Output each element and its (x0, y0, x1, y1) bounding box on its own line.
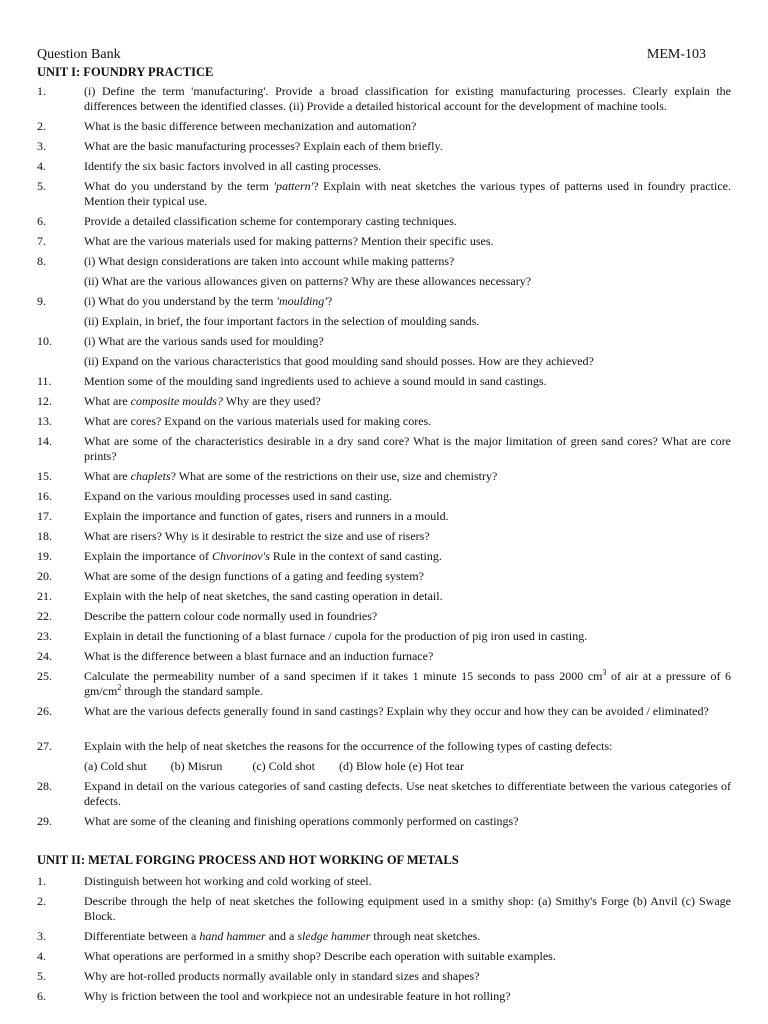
question-item: 25. Calculate the permeability number of a sand specimen if it takes 1 minute 15 seconds to pass 2000 $cm^3$ of air at a pressure of 6 $gm/cm^2$ through the standard sample. (37, 668, 731, 698)
question-item: 3. Differentiate between a hand hammer and a sledge hammer through neat sketches. (37, 929, 481, 943)
question-item: 9. (i) What do you understand by the term 'moulding'? (ii) Explain, in brief, the four important factors in the selection of moulding sands. (37, 294, 480, 328)
question-item: 24. What is the difference between a blast furnace and an induction furnace? (37, 649, 434, 663)
question-item: 20. What are some of the design functions of a gating and feeding system? (37, 569, 424, 583)
question-item: 13. What are cores? Expand on the various materials used for making cores. (37, 414, 432, 428)
question-item: 28. Expand in detail on the various categories of sand casting defects. Use neat sketches to differentiate between the various categories of defects. (37, 779, 731, 808)
question-item: 7. What are the various materials used for making patterns? Mention their specific uses. (37, 234, 494, 248)
question-item: 8. (i) What design considerations are taken into account while making patterns? (ii) What are the various allowances given on patterns? Why are these allowances necessary? (37, 254, 532, 288)
course-code: MEM-103 (646, 47, 706, 62)
question-item: 17. Explain the importance and function of gates, risers and runners in a mould. (37, 509, 449, 523)
unit-1-title: UNIT I: FOUNDRY PRACTICE (37, 65, 214, 79)
page-header (37, 47, 706, 65)
question-item: 18. What are risers? Why is it desirable to restrict the size and use of risers? (37, 529, 430, 543)
header-left-text: Question Bank (37, 47, 121, 62)
question-item: 10. (i) What are the various sands used for moulding? (ii) Expand on the various characteristics that good moulding sand should posses. How are they achieved? (37, 334, 594, 368)
question-item: 5. Why are hot-rolled products normally available only in standard sizes and shapes? (37, 969, 480, 983)
question-item: 15. What are chaplets? What are some of the restrictions on their use, size and chemistry? (37, 469, 498, 483)
question-item: 1. (i) Define the term 'manufacturing'. Provide a broad classification for existing manufacturing processes. Clearly explain the differences between the identified classes. (ii) Provide a detailed historical account for the development of machine tools. (37, 84, 731, 113)
question-item: 1. Distinguish between hot working and cold working of steel. (37, 874, 372, 888)
unit-2-title: UNIT II: METAL FORGING PROCESS AND HOT WORKING OF METALS (37, 853, 459, 867)
question-item: 4. Identify the six basic factors involved in all casting processes. (37, 159, 382, 173)
question-item: 4. What operations are performed in a smithy shop? Describe each operation with suitable examples. (37, 949, 556, 963)
question-item: 2. Describe through the help of neat sketches the following equipment used in a smithy shop: (a) Smithy's Forge (b) Anvil (c) Swage Block. (37, 894, 731, 923)
question-item: 11. Mention some of the moulding sand ingredients used to achieve a sound mould in sand castings. (37, 374, 547, 388)
question-item: 14. What are some of the characteristics desirable in a dry sand core? What is the major limitation of green sand cores? What are core prints? (37, 434, 731, 463)
question-item: 27. Explain with the help of neat sketches the reasons for the occurrence of the following types of casting defects: (a) Cold shut (b) Misrun (c) Cold shot (d) Blow hole (e) Hot tear (37, 739, 613, 773)
question-item: 29. What are some of the cleaning and finishing operations commonly performed on castings? (37, 814, 519, 828)
question-item: 2. What is the basic difference between mechanization and automation? (37, 119, 417, 133)
question-item: 26. What are the various defects generally found in sand castings? Explain why they occur and how they can be avoided / eliminated? (37, 704, 709, 718)
question-item: 16. Expand on the various moulding processes used in sand casting. (37, 489, 392, 503)
question-item: 21. Explain with the help of neat sketches, the sand casting operation in detail. (37, 589, 443, 603)
question-item: 12. What are composite moulds? Why are they used? (37, 394, 321, 408)
question-item: 6. Why is friction between the tool and workpiece not an undesirable feature in hot rolling? (37, 989, 511, 1003)
question-item: 3. What are the basic manufacturing processes? Explain each of them briefly. (37, 139, 443, 153)
question-item: 22. Describe the pattern colour code normally used in foundries? (37, 609, 378, 623)
question-item: 5. What do you understand by the term 'pattern'? Explain with neat sketches the various types of patterns used in foundry practice. Mention their typical use. (37, 179, 731, 208)
question-item: 23. Explain in detail the functioning of a blast furnace / cupola for the production of pig iron used in casting. (37, 629, 588, 643)
question-item: 6. Provide a detailed classification scheme for contemporary casting techniques. (37, 214, 457, 228)
question-item: 19. Explain the importance of Chvorinov's Rule in the context of sand casting. (37, 549, 442, 563)
